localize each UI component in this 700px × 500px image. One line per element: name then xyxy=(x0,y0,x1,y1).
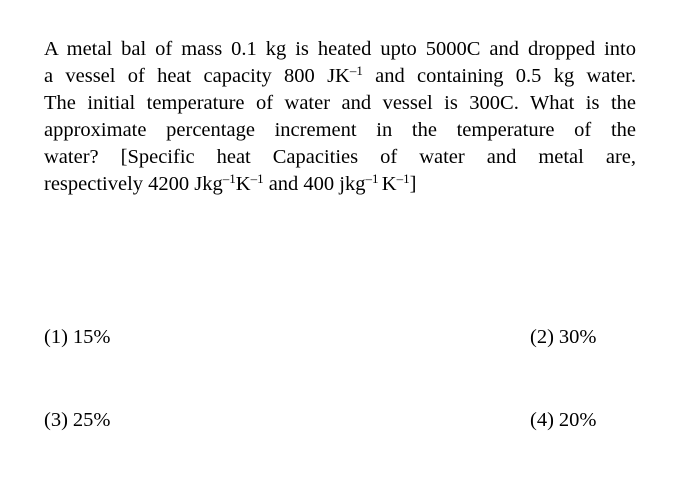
option-text: 30% xyxy=(558,326,597,348)
option-number: (2) xyxy=(530,326,554,348)
question-line-6 xyxy=(44,171,636,198)
question-line-3: The initial temperature of water and vessel is 300C. What is the xyxy=(44,92,636,114)
option-text: 15% xyxy=(72,326,111,348)
option-number: (3) xyxy=(44,409,68,431)
superscript: –1 xyxy=(396,171,410,186)
question-text xyxy=(44,36,636,198)
option-number: (1) xyxy=(44,326,68,348)
question-line-5: water? [Specific heat Capacities of water and metal are, xyxy=(44,146,636,168)
question-line-6-part-c: and 400 jkg xyxy=(263,173,366,195)
question-line-2 xyxy=(44,63,636,90)
question-line-6-part-e: ] xyxy=(409,173,417,195)
question-line-6-part-d: K xyxy=(381,173,397,195)
question-line-2-part-a: a vessel of heat capacity 800 JK xyxy=(44,65,350,87)
option-number: (4) xyxy=(530,409,554,431)
question-line-2-part-b: and containing 0.5 kg water. xyxy=(362,65,636,87)
option-4[interactable] xyxy=(530,408,596,432)
question-line-4: approximate percentage increment in the temperature of the xyxy=(44,119,636,141)
option-3[interactable] xyxy=(44,408,110,432)
option-2[interactable] xyxy=(530,325,596,349)
superscript: –1 xyxy=(222,171,236,186)
option-text: 25% xyxy=(72,409,111,431)
option-1[interactable] xyxy=(44,325,110,349)
superscript: –1 xyxy=(365,171,382,186)
question-line-1: A metal bal of mass 0.1 kg is heated upto 5000C and dropped into xyxy=(44,38,636,60)
question-line-6-part-a: respectively 4200 Jkg xyxy=(44,173,223,195)
option-text: 20% xyxy=(558,409,597,431)
question-line-6-part-b: K xyxy=(235,173,251,195)
superscript: –1 xyxy=(250,171,264,186)
superscript: –1 xyxy=(349,63,363,78)
